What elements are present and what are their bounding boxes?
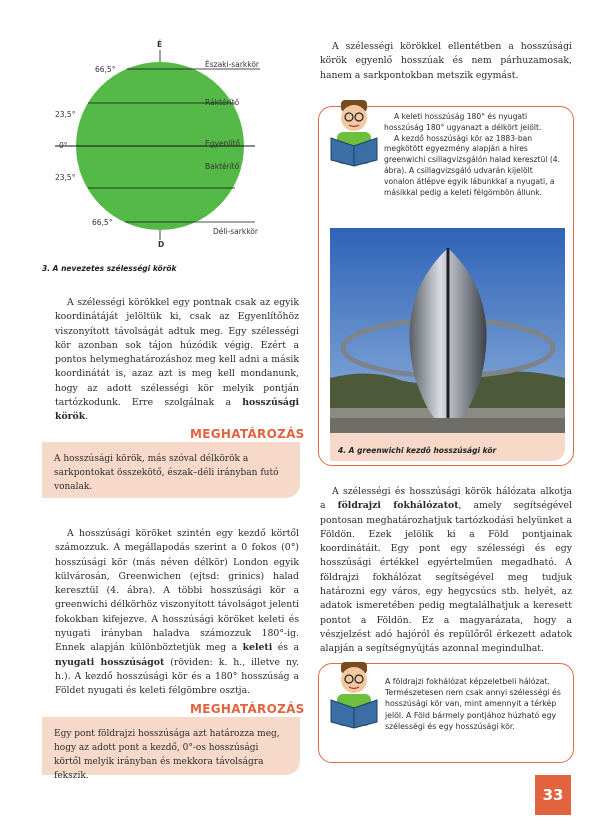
definition-box-1 [42, 442, 300, 498]
lat-s66-label: 66,5° [92, 218, 113, 227]
lat-0-label: 0° [59, 141, 68, 150]
note-text-2: A földrajzi fokhálózat képzeletbeli hálózat. Természetesen nem csak annyi szélességi és hosszúsági kör van, mint amennyit a térkép jelöl. A Föld bármely pontjához húzható egy szélességi és egy hosszúsági kör. [385, 677, 561, 731]
greenwich-sculpture-image [330, 228, 565, 433]
equator-label: Egyenlítő [205, 139, 241, 148]
definition-text-1: A hosszúsági körök, más szóval délkörök a sarkpontokat összekötő, észak–déli irányban futó vonalak. [54, 454, 279, 492]
definition-title-1: MEGHATÁROZÁS [190, 427, 305, 441]
greenwich-meridian-photo [330, 228, 565, 433]
term-west-longitude: nyugati hosszúságot [55, 656, 165, 668]
prime-meridian-paragraph: A hosszúsági köröket szintén egy kezdő körtől számozzuk. A megállapodás szerint a 0 fokos (0°) hosszúsági kör (más néven délkör) London egyik külvárosán, Greenwichen (ejtsd: grinics) halad keresztül (4. ábra). A többi hosszúsági kör a greenwichi délkörhöz viszonyított távolságot jelenti fokokban kifejezve. A hosszúsági köröket keleti és nyugati irányban haladva számozzuk 180°-ig. Ennek alapján különböztetjük meg a keleti és a nyugati hosszúságot (röviden: k. h., illetve ny. h.). A kezdő hosszúsági kör és a 180° hosszúság a Földet nyugati és keleti félgömbre osztja. [55, 528, 299, 697]
lat-s23-label: 23,5° [55, 173, 76, 182]
definition-box-2 [42, 717, 300, 781]
north-pole-label: É [157, 40, 163, 49]
cancer-label: Ráktérítő [205, 98, 240, 107]
longitude-intersect-paragraph: A szélességi körökkel ellentétben a hosszúsági körök egyenlő hosszúak és nem párhuzamosak, hanem a sarkpontokban metszik egymást. [320, 41, 572, 81]
reading-boy-icon [323, 660, 385, 732]
page-number: 33 [535, 775, 571, 815]
photo-caption-box [330, 433, 565, 461]
term-east: keleti [242, 642, 273, 654]
north-circle-label: Északi-sarkkör [205, 60, 259, 69]
definition-text-2: Egy pont földrajzi hosszúsága azt határozza meg, hogy az adott pont a kezdő, 0°-os hosszúsági körtől melyik irányban és mekkora távolságra fekszik. [54, 729, 280, 781]
photo-caption: 4. A greenwichi kezdő hosszúsági kör [338, 446, 497, 455]
lat-n23-label: 23,5° [55, 110, 76, 119]
grid-paragraph: A szélességi és hosszúsági körök hálózata alkotja a földrajzi fokhálózatot, amely segítségével pontosan meghatározhatjuk tartózkodási helyünket a Földön. Ezek jelölik ki a Föld pontjainak koordinátáit. Egy pont egy szélességi és egy hosszúsági értékkel egyértelműen megadható. A földrajzi fokhálózat segítségével meg tudjuk határozni egy város, egy hegycsúcs stb. helyét, az adatok ismeretében pedig megtalálhatjuk a keresett pontot a Földön. Ez a magyarázata, hogy a vészjelzést adó hajóról és repülőről érkezett adatok alapján a segítségnyújtás azonnal megindulhat. [320, 486, 573, 655]
note-text-1: A keleti hosszúság 180° és nyugati hosszúság 180° ugyanazt a délkört jelölt. A kezdő hosszúsági kör az 1883-ban megkötött egyezmény alapján a híres greenwichi csillagvizsgálón halad keresztül (4. ábra). A csillagvizsgáló udvarán kijelölt vonalon átlépve egyik lábunkkal a nyugati, a másikkal pedig a keleti félgömbön állunk. [384, 112, 561, 197]
definition-title-2: MEGHATÁROZÁS [190, 702, 305, 716]
reading-boy-illustration-2 [323, 660, 385, 732]
south-circle-label: Déli-sarkkör [213, 227, 258, 236]
capricorn-label: Baktérítő [205, 162, 240, 171]
term-geographic-grid: földrajzi fokhálózatot [337, 500, 459, 512]
term-longitude: hosszúsági körök [55, 397, 299, 423]
longitude-intro-paragraph: A szélességi körökkel egy pontnak csak az egyik koordinátáját jelöltük ki, csak az Egyenlítőhöz viszonyított távolságát adtuk meg. Egy szélességi kör azonban sok tájon húzódik végig. Ezért a pontos helymeghatározáshoz meg kell adni a másik koordinátát is, azaz azt is meg kell mondanunk, hogy az adott szélességi kör melyik pontján tartózkodunk. Erre szolgálnak a hosszúsági körök. [55, 297, 299, 423]
south-pole-label: D [158, 240, 165, 249]
lat-n66-label: 66,5° [95, 65, 116, 74]
figure3-caption: 3. A nevezetes szélességi körök [42, 264, 177, 273]
